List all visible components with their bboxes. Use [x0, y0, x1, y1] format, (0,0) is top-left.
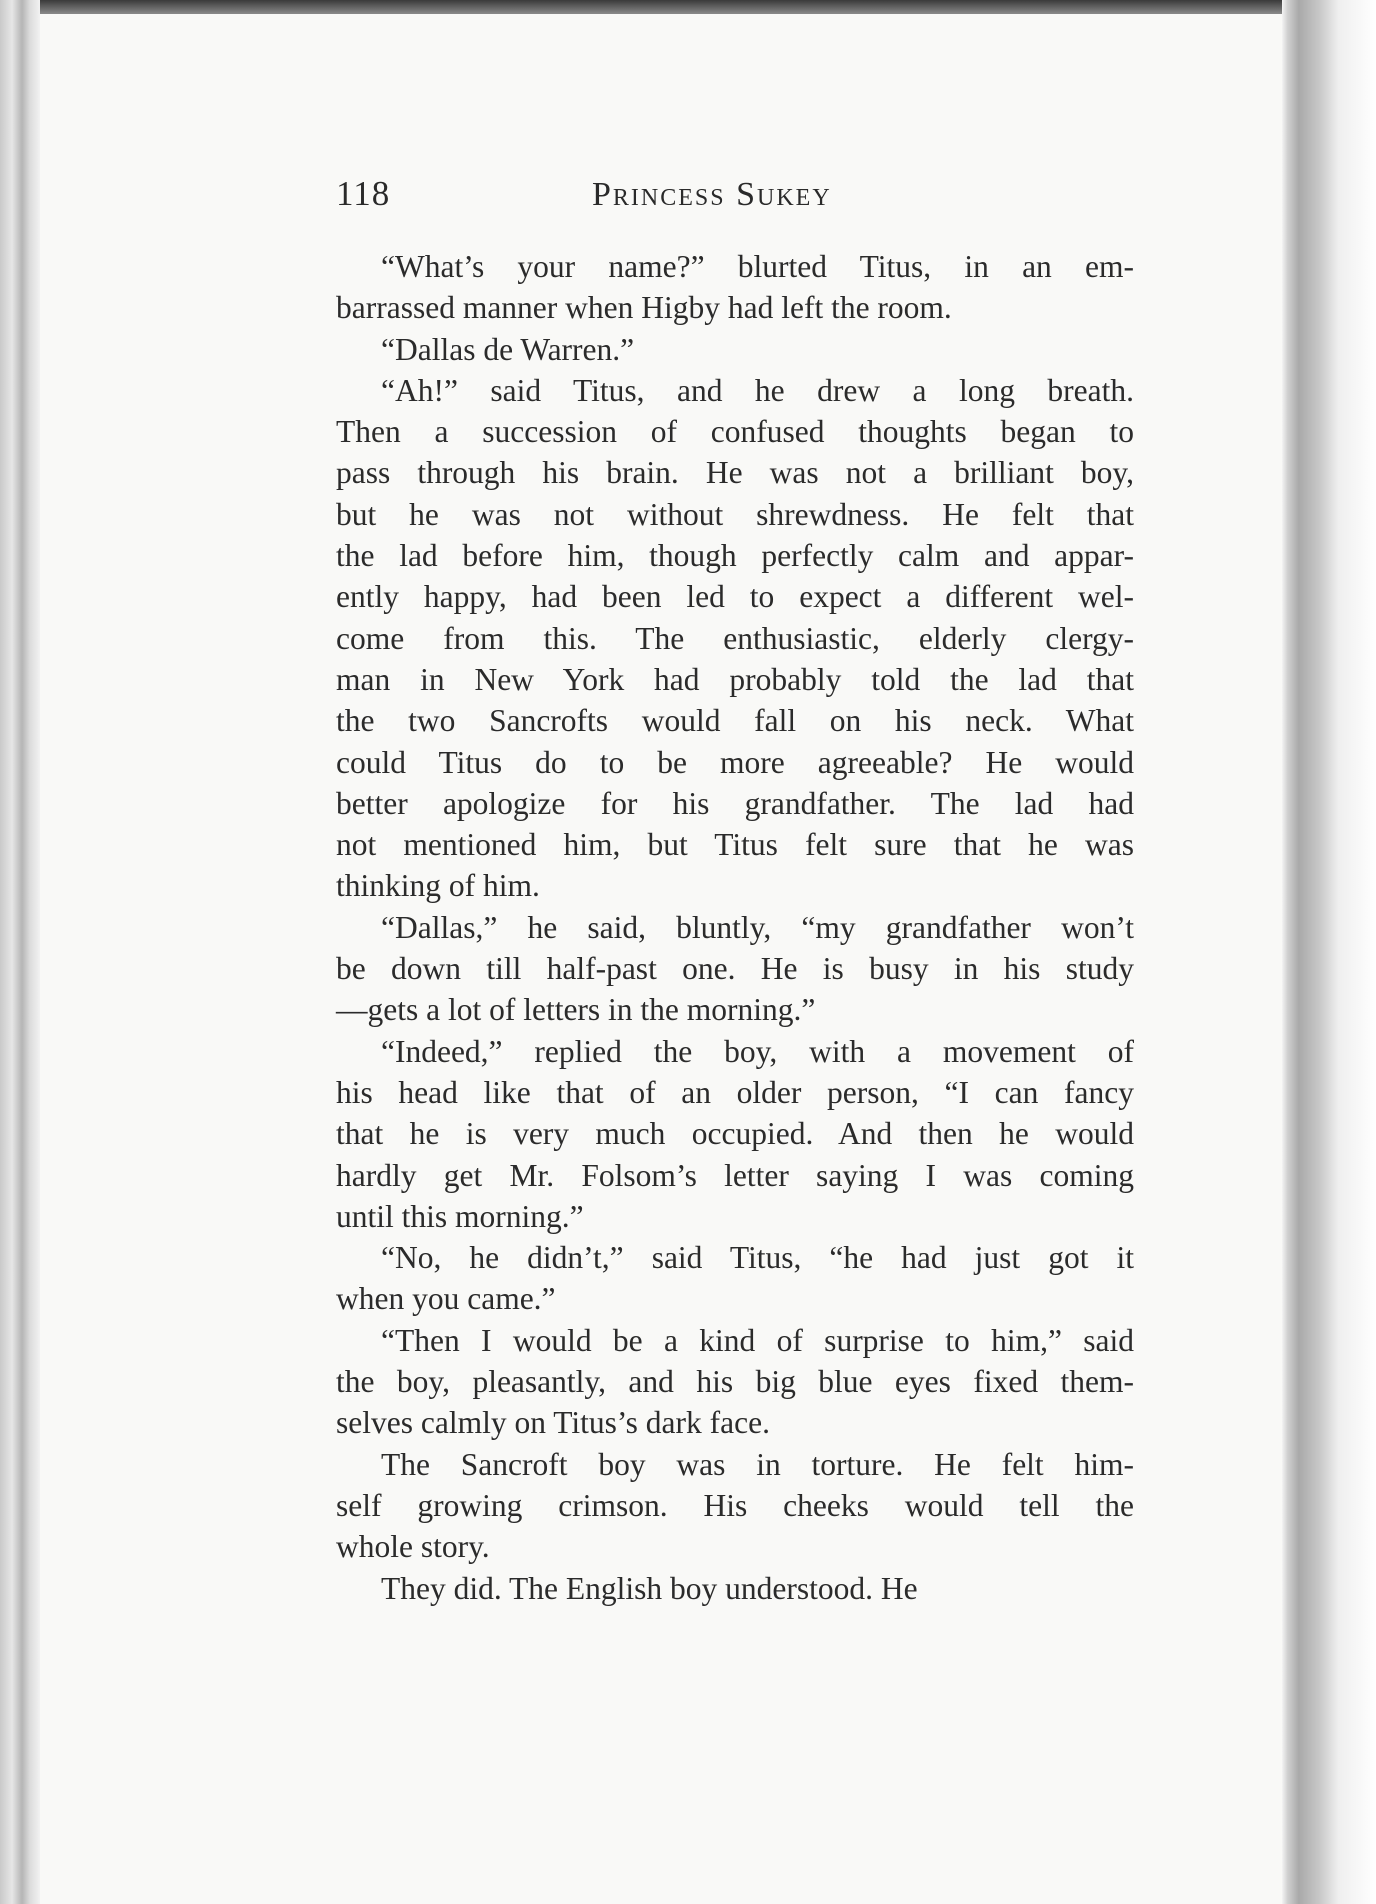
text-line: his head like that of an older person, “I can fancy: [336, 1074, 1134, 1110]
body-text: [336, 246, 1134, 1609]
paragraph: [336, 370, 1134, 907]
text-line: when you came.”: [336, 1281, 556, 1317]
text-line: “Dallas de Warren.”: [381, 331, 635, 367]
paragraph: [336, 1031, 1134, 1237]
scan-top-edge: [0, 0, 1376, 14]
paragraph: [336, 1237, 1134, 1320]
text-line: better apologize for his grandfather. The lad had: [336, 785, 1134, 821]
paragraph: [336, 1320, 1134, 1444]
text-line: barrassed manner when Higby had left the room.: [336, 290, 952, 326]
paragraph: [336, 1568, 1134, 1609]
text-line: thinking of him.: [336, 868, 540, 904]
text-line: “Ah!” said Titus, and he drew a long breath.: [381, 372, 1134, 408]
text-line: “What’s your name?” blurted Titus, in an em-: [381, 249, 1134, 284]
text-line: Then a succession of confused thoughts began to: [336, 414, 1134, 450]
text-line: The Sancroft boy was in torture. He felt him-: [381, 1446, 1134, 1482]
book-title: Princess Sukey: [592, 176, 832, 213]
text-line: “Then I would be a kind of surprise to him,” said: [381, 1322, 1134, 1358]
text-line: until this morning.”: [336, 1198, 584, 1234]
text-line: man in New York had probably told the lad that: [336, 661, 1134, 697]
text-line: pass through his brain. He was not a brilliant boy,: [336, 455, 1134, 491]
paragraph: [336, 907, 1134, 1031]
text-line: not mentioned him, but Titus felt sure that he was: [336, 827, 1134, 863]
text-line: “Dallas,” he said, bluntly, “my grandfather won’t: [381, 909, 1134, 945]
text-line: They did. The English boy understood. He: [381, 1570, 918, 1606]
paragraph: [336, 329, 1134, 370]
page-fore-edge: [1282, 0, 1376, 1904]
text-line: “Indeed,” replied the boy, with a movement of: [381, 1033, 1134, 1069]
text-line: could Titus do to be more agreeable? He would: [336, 744, 1134, 780]
text-line: come from this. The enthusiastic, elderly clergy-: [336, 620, 1134, 656]
running-head: [336, 170, 1136, 226]
text-line: hardly get Mr. Folsom’s letter saying I was coming: [336, 1157, 1134, 1193]
book-spine-edge: [0, 0, 40, 1904]
text-line: that he is very much occupied. And then he would: [336, 1116, 1134, 1152]
text-line: “No, he didn’t,” said Titus, “he had just got it: [381, 1240, 1134, 1276]
text-line: self growing crimson. His cheeks would tell the: [336, 1487, 1134, 1523]
page-number: 118: [336, 174, 391, 213]
text-line: —gets a lot of letters in the morning.”: [336, 992, 816, 1028]
text-line: selves calmly on Titus’s dark face.: [336, 1405, 770, 1441]
text-line: whole story.: [336, 1529, 490, 1565]
paragraph: [336, 1444, 1134, 1568]
text-line: the two Sancrofts would fall on his neck. What: [336, 703, 1134, 739]
text-line: but he was not without shrewdness. He felt that: [336, 496, 1134, 532]
paragraph: [336, 246, 1134, 329]
text-line: the lad before him, though perfectly calm and appar-: [336, 538, 1134, 574]
text-line: ently happy, had been led to expect a different wel-: [336, 579, 1134, 615]
text-line: the boy, pleasantly, and his big blue eyes fixed them-: [336, 1364, 1134, 1400]
text-line: be down till half-past one. He is busy in his study: [336, 951, 1134, 987]
